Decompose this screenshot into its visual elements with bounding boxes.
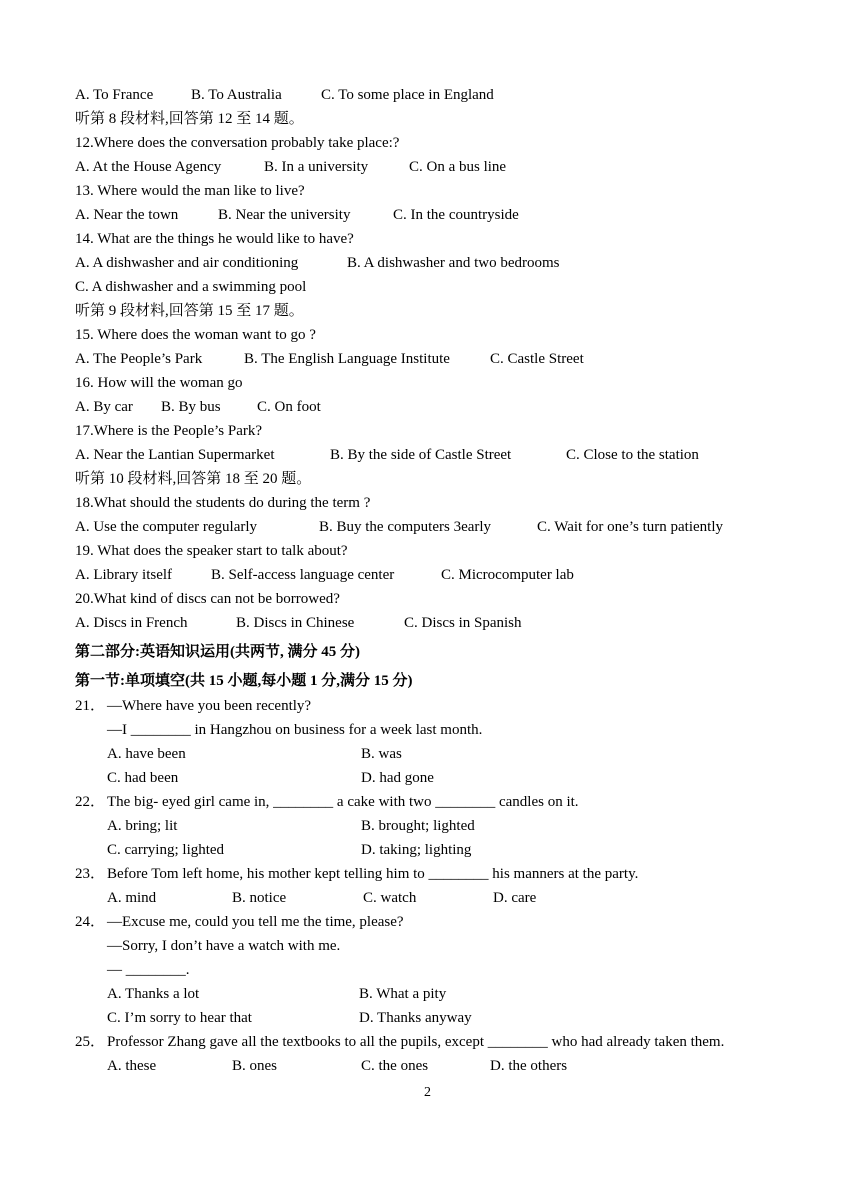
question-12: 12.Where does the conversation probably take place:? (75, 135, 400, 151)
option-b: B. Buy the computers 3early (319, 519, 492, 535)
option-b: B. What a pity (359, 986, 447, 1002)
option-b: B. In a university (264, 159, 369, 175)
question-number: 24． (75, 914, 106, 930)
option-a: A. these (107, 1058, 157, 1074)
option-c: C. watch (363, 890, 417, 906)
option-a: A. Thanks a lot (107, 986, 200, 1002)
option-d: D. had gone (361, 770, 434, 786)
option-d: D. taking; lighting (361, 842, 472, 858)
question-19: 19. What does the speaker start to talk about? (75, 543, 348, 559)
question-17: 17.Where is the People’s Park? (75, 423, 263, 439)
option-c: C. carrying; lighted (107, 842, 225, 858)
option-c: C. On a bus line (409, 159, 507, 175)
option-b: B. brought; lighted (361, 818, 475, 834)
question-21-line-2: —I ________ in Hangzhou on business for a week last month. (107, 722, 483, 738)
question-15: 15. Where does the woman want to go ? (75, 327, 316, 343)
option-a: A. The People’s Park (75, 351, 203, 367)
section-instruction-10: 听第 10 段材料,回答第 18 至 20 题。 (75, 471, 312, 487)
section-instruction-8: 听第 8 段材料,回答第 12 至 14 题。 (75, 111, 304, 127)
question-text: Professor Zhang gave all the textbooks to all the pupils, except ________ who had already taken them. (107, 1034, 725, 1050)
option-b: B. was (361, 746, 402, 762)
question-24-line-3: — ________. (107, 962, 190, 978)
page-number: 2 (424, 1085, 431, 1100)
option-c: C. To some place in England (321, 87, 494, 103)
option-c: C. Discs in Spanish (404, 615, 522, 631)
option-c: C. On foot (257, 399, 321, 415)
option-c: C. In the countryside (393, 207, 519, 223)
option-a: A. By car (75, 399, 133, 415)
option-c: C. Microcomputer lab (441, 567, 574, 583)
option-c: C. Castle Street (490, 351, 584, 367)
option-b: B. The English Language Institute (244, 351, 450, 367)
option-b: B. ones (232, 1058, 277, 1074)
option-c: C. Close to the station (566, 447, 699, 463)
option-d: D. care (493, 890, 537, 906)
option-b: B. Discs in Chinese (236, 615, 355, 631)
option-b: B. By bus (161, 399, 221, 415)
option-a: A. bring; lit (107, 818, 178, 834)
question-number: 25． (75, 1034, 106, 1050)
option-c: C. I’m sorry to hear that (107, 1010, 252, 1026)
question-18: 18.What should the students do during the term ? (75, 495, 371, 511)
option-c: C. Wait for one’s turn patiently (537, 519, 723, 535)
option-a: A. At the House Agency (75, 159, 222, 175)
option-a: A. Near the Lantian Supermarket (75, 447, 275, 463)
option-a: A. To France (75, 87, 154, 103)
option-c: C. had been (107, 770, 179, 786)
section-instruction-9: 听第 9 段材料,回答第 15 至 17 题。 (75, 303, 304, 319)
section-heading: 第一节:单项填空(共 15 小题,每小题 1 分,满分 15 分) (75, 673, 413, 689)
option-c: C. the ones (361, 1058, 429, 1074)
option-a: A. Use the computer regularly (75, 519, 258, 535)
option-b: B. Near the university (218, 207, 351, 223)
option-b: B. Self-access language center (211, 567, 395, 583)
option-b: B. notice (232, 890, 287, 906)
option-d: D. the others (490, 1058, 568, 1074)
question-number: 21． (75, 698, 106, 714)
question-13: 13. Where would the man like to live? (75, 183, 305, 199)
option-a: A. have been (107, 746, 186, 762)
question-14: 14. What are the things he would like to have? (75, 231, 354, 247)
option-b: B. By the side of Castle Street (330, 447, 512, 463)
question-number: 23． (75, 866, 106, 882)
part-heading: 第二部分:英语知识运用(共两节, 满分 45 分) (75, 644, 360, 660)
question-20: 20.What kind of discs can not be borrowed? (75, 591, 340, 607)
question-text: The big- eyed girl came in, ________ a cake with two ________ candles on it. (107, 794, 579, 810)
question-text: Before Tom left home, his mother kept telling him to ________ his manners at the party. (107, 866, 639, 882)
option-b: B. A dishwasher and two bedrooms (347, 255, 560, 271)
option-a: A. mind (107, 890, 157, 906)
option-a: A. Discs in French (75, 615, 188, 631)
question-16: 16. How will the woman go (75, 375, 243, 391)
option-a: A. Library itself (75, 567, 173, 583)
option-c-14: C. A dishwasher and a swimming pool (75, 279, 307, 295)
question-number: 22． (75, 794, 106, 810)
option-a: A. Near the town (75, 207, 179, 223)
option-a: A. A dishwasher and air conditioning (75, 255, 299, 271)
option-b: B. To Australia (191, 87, 282, 103)
question-24-line-2: —Sorry, I don’t have a watch with me. (107, 938, 341, 954)
question-text: —Excuse me, could you tell me the time, please? (107, 914, 404, 930)
question-text: —Where have you been recently? (107, 698, 312, 714)
option-d: D. Thanks anyway (359, 1010, 472, 1026)
